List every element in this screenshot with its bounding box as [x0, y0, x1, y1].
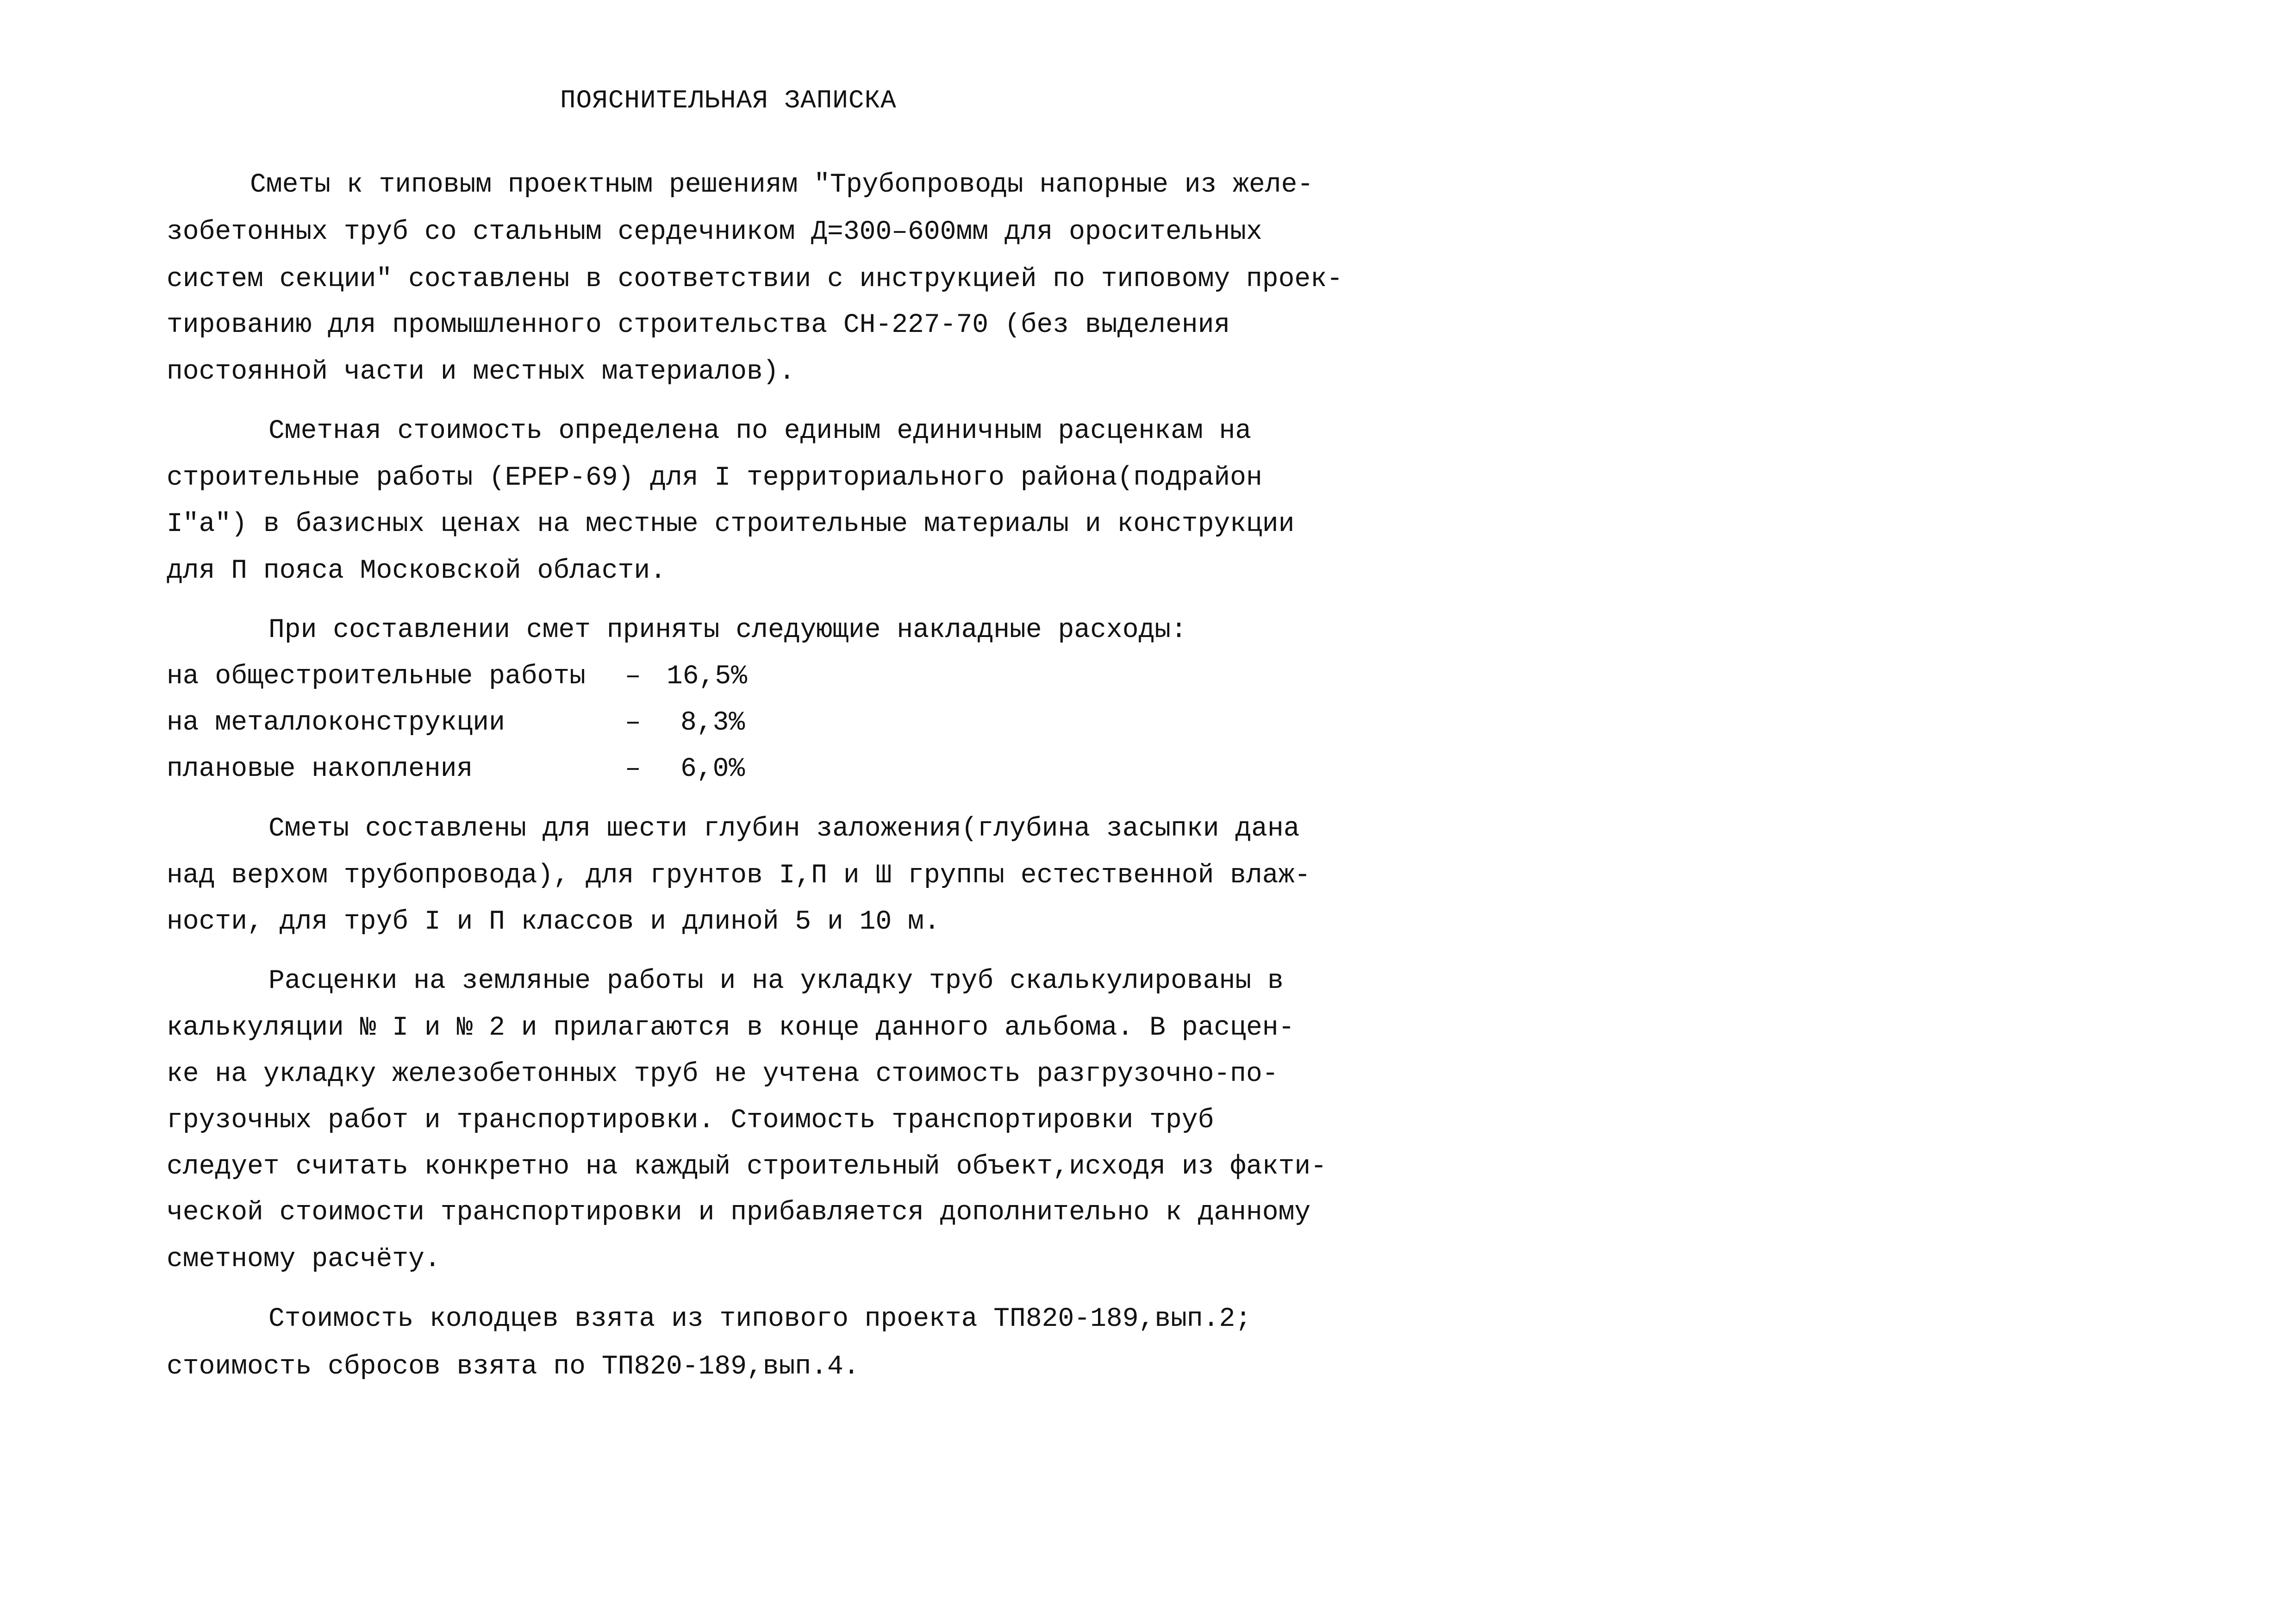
paragraph-3-line: над верхом трубопровода), для грунтов I,П и Ш группы естественной влаж-	[167, 861, 1311, 891]
overhead-value: 16,5%	[667, 662, 748, 692]
overhead-label: плановые накопления	[167, 754, 473, 784]
paragraph-5-line: Стоимость колодцев взята из типового проекта ТП820-189,вып.2;	[268, 1304, 1252, 1334]
paragraph-4-line: ческой стоимости транспортировки и прибавляется дополнительно к данному	[167, 1198, 1311, 1228]
paragraph-4-line: грузочных работ и транспортировки. Стоимость транспортировки труб	[167, 1106, 1214, 1136]
paragraph-1-line: тированию для промышленного строительства СН-227-70 (без выделения	[167, 310, 1230, 340]
overhead-value: 8,3%	[680, 708, 745, 738]
paragraph-4-line: следует считать конкретно на каждый строительный объект,исходя из факти-	[167, 1152, 1327, 1182]
paragraph-2-line: Сметная стоимость определена по единым единичным расценкам на	[268, 416, 1252, 446]
overhead-label: на металлоконструкции	[167, 708, 505, 738]
overhead-dash: –	[625, 754, 641, 784]
paragraph-4-line: ке на укладку железобетонных труб не учтена стоимость разгрузочно-по-	[167, 1059, 1279, 1089]
paragraph-4-line: сметному расчёту.	[167, 1244, 441, 1274]
paragraph-5-line: стоимость сбросов взята по ТП820-189,вып.4.	[167, 1352, 860, 1382]
paragraph-1-line: систем секции" составлены в соответствии с инструкцией по типовому проек-	[167, 264, 1343, 294]
paragraph-4-line: Расценки на земляные работы и на укладку труб скалькулированы в	[268, 966, 1284, 996]
paragraph-1-line: Сметы к типовым проектным решениям "Трубопроводы напорные из желе-	[250, 170, 1314, 200]
paragraph-3-line: Сметы составлены для шести глубин заложения(глубина засыпки дана	[268, 814, 1300, 844]
paragraph-2-line: строительные работы (ЕРЕР-69) для I территориального района(подрайон	[167, 463, 1262, 493]
document-title: ПОЯСНИТЕЛЬНАЯ ЗАПИСКА	[560, 86, 897, 115]
paragraph-1-line: постоянной части и местных материалов).	[167, 357, 795, 387]
paragraph-1-line: зобетонных труб со стальным сердечником Д=300–600мм для оросительных	[167, 217, 1262, 247]
overheads-intro: При составлении смет приняты следующие накладные расходы:	[268, 615, 1187, 645]
paragraph-2-line: I"а") в базисных ценах на местные строительные материалы и конструкции	[167, 509, 1295, 539]
overhead-value: 6,0%	[680, 754, 745, 784]
overhead-dash: –	[625, 662, 641, 692]
paragraph-2-line: для П пояса Московской области.	[167, 556, 666, 586]
overhead-dash: –	[625, 708, 641, 738]
overhead-label: на общестроительные работы	[167, 662, 586, 692]
paragraph-3-line: ности, для труб I и П классов и длиной 5 и 10 м.	[167, 907, 940, 937]
paragraph-4-line: калькуляции № I и № 2 и прилагаются в конце данного альбома. В расцен-	[167, 1013, 1295, 1043]
